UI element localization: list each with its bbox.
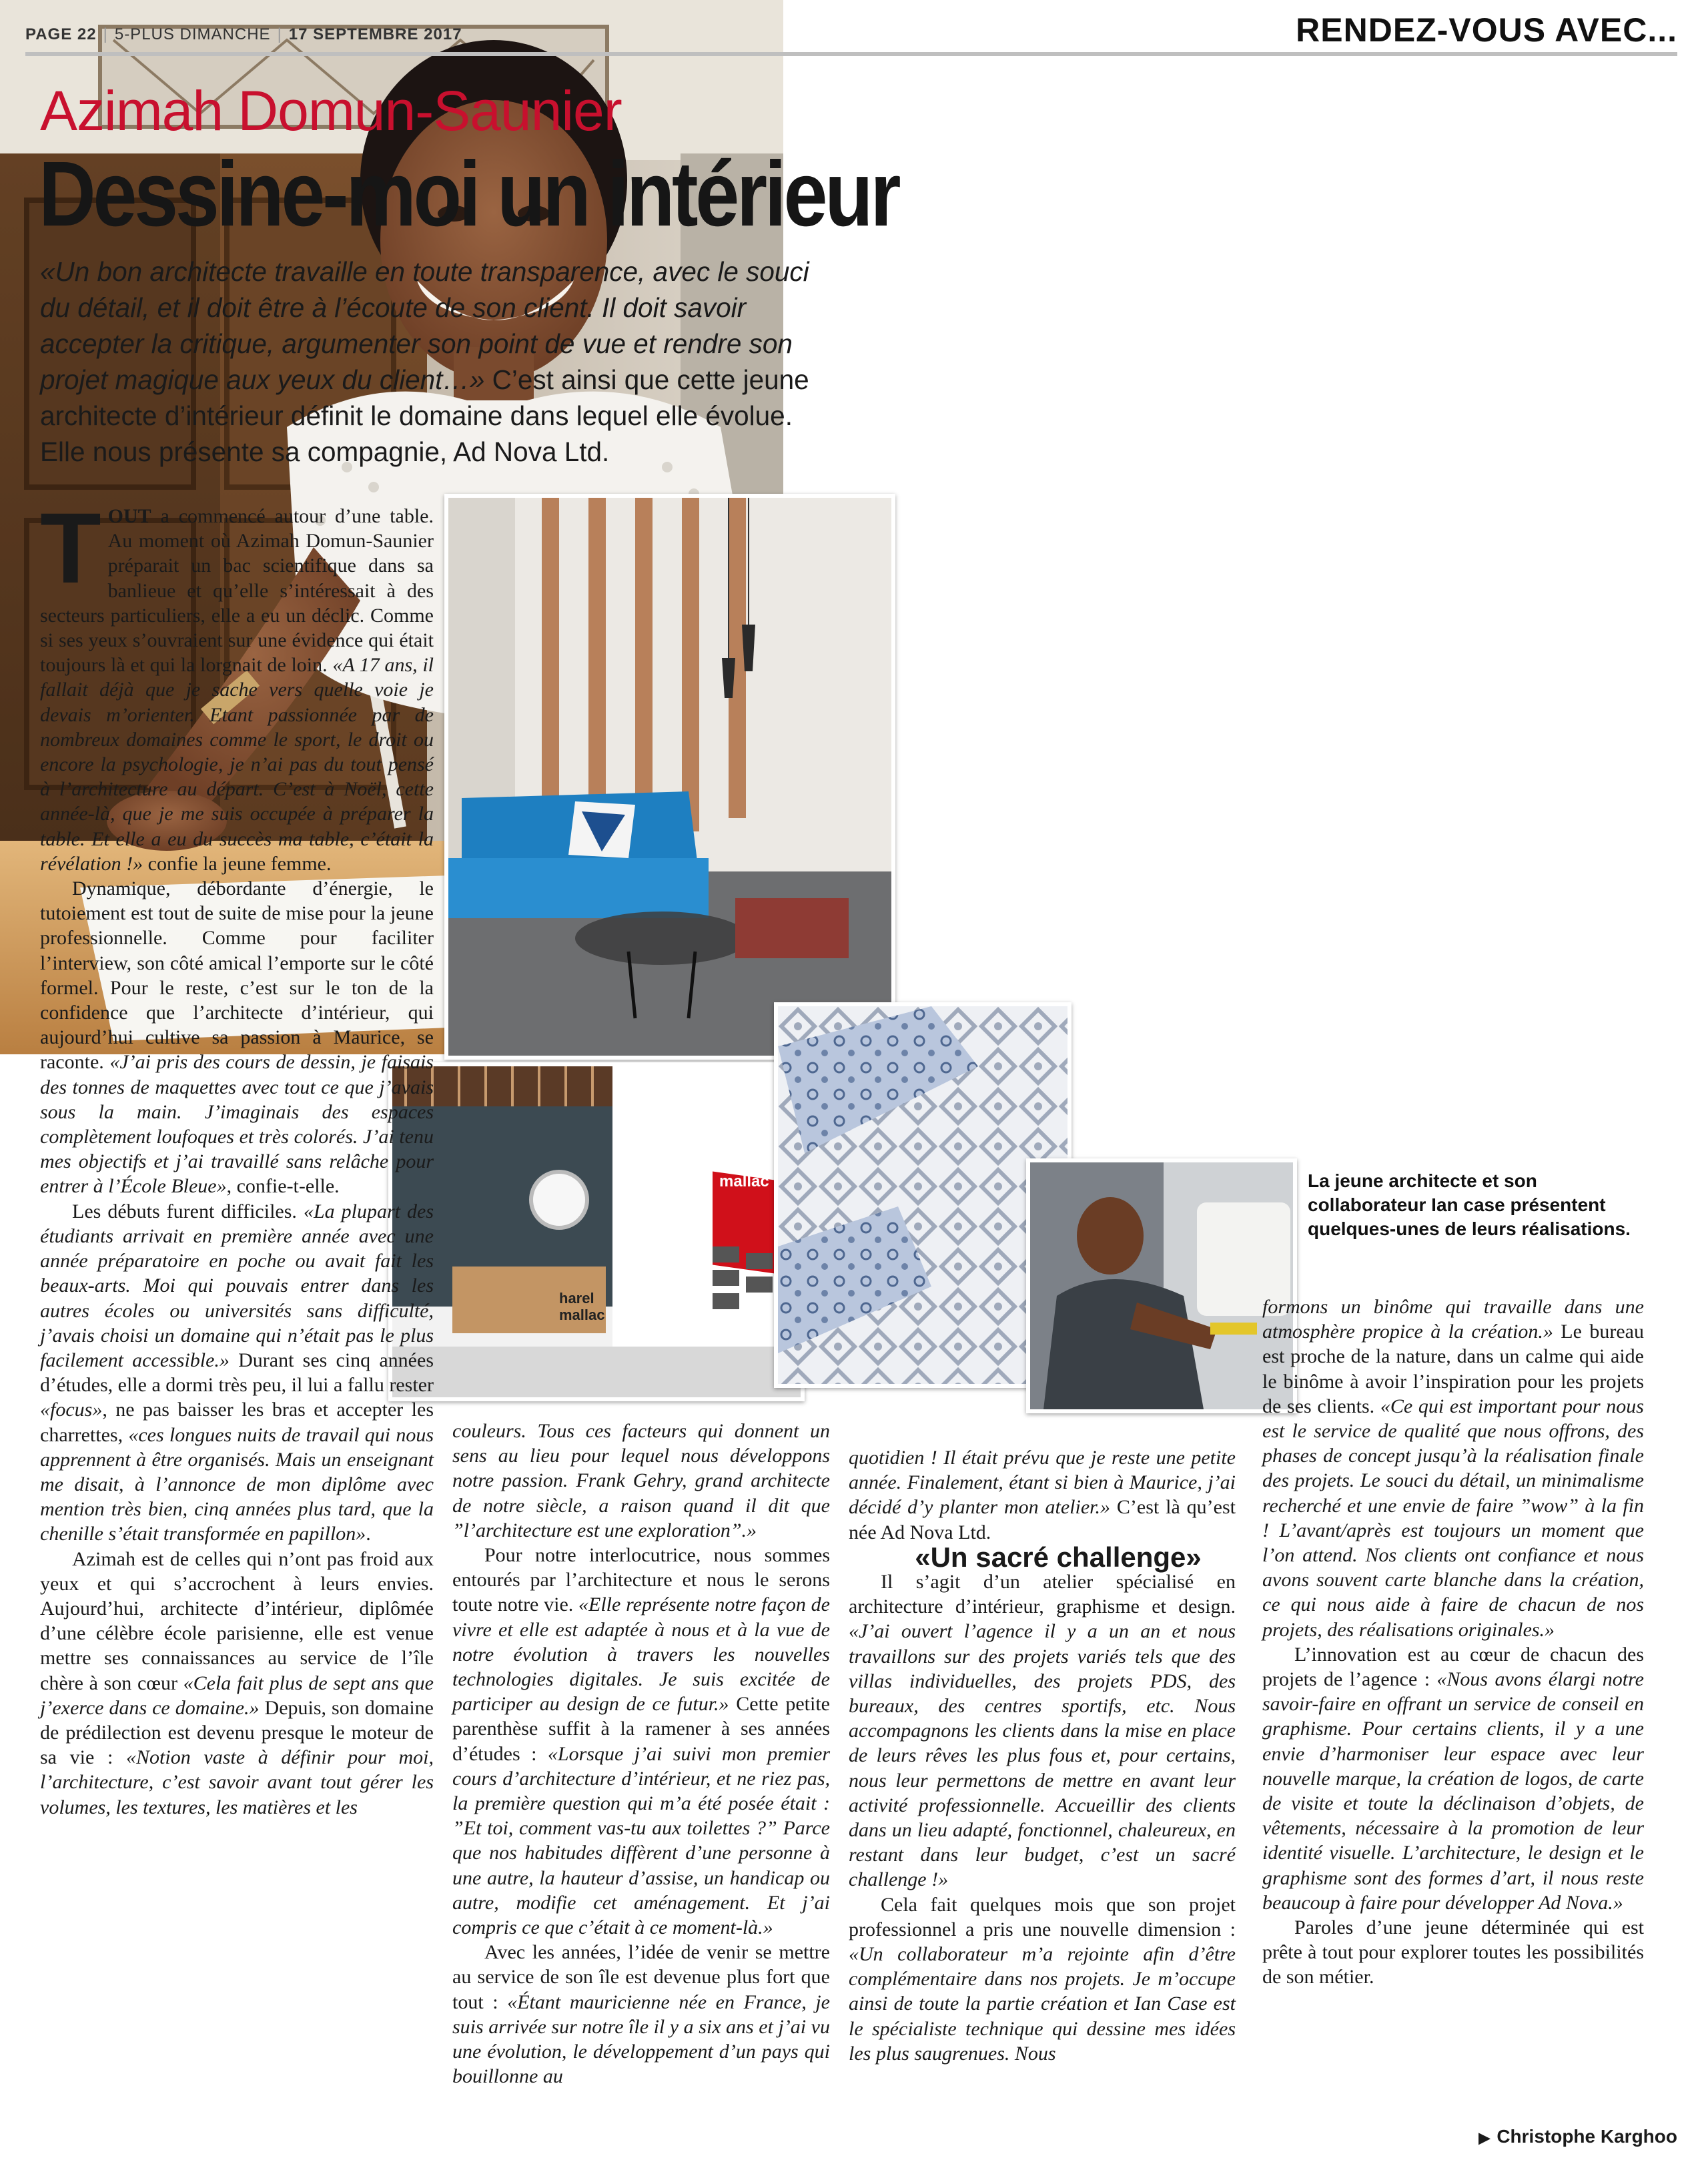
- reception-brand-top: harel: [559, 1290, 594, 1307]
- wall-brand-top: harel: [719, 1152, 758, 1170]
- photo-caption: La jeune architecte et son collaborateur Ian case présentent quelques-unes de leurs réalisations.: [1308, 1170, 1631, 1239]
- column-4: [1262, 1295, 1644, 1990]
- paragraph: Paroles d’une jeune déterminée qui est prête à tout pour explorer toutes les possibilités de son métier.: [1262, 1916, 1644, 1989]
- paragraph: formons un binôme qui travaille dans une atmosphère propice à la création.» Le bureau est proche de la nature, dans un calme qui aide le binôme à avoir l’inspiration pour les projets de ses clients. «Ce qui est important pour nous est le service de qualité que nous offrons, des phases de concept jusqu’à la réalisation finale des projets. Le souci du détail, un minimalisme recherché et une envie de faire ”wow” à la fin ! L’avant/après est toujours un moment que l’on attend. Nos clients ont confiance et nous avons souvent carte blanche dans la création, ce qui nous aide à faire de chacun de nos projets, des réalisations originales.»: [1262, 1296, 1644, 1641]
- reception-brand-bottom: mallac: [559, 1307, 605, 1323]
- section-title: RENDEZ-VOUS AVEC...: [1296, 11, 1677, 49]
- paragraph: Dynamique, débordante d’énergie, le tutoiement est tout de suite de mise pour la jeune professionnelle. Comme pour faciliter l’interview, son côté amical l’emporte sur le côté formel. Pour le reste, c’est sur le ton de la confidence que l’architecte d’intérieur, qui aujourd’hui cultive sa passion à Maurice, se raconte. «J’ai pris des cours de dessin, je faisais des tonnes de maquettes avec tout ce que j’avais sous la main. J’imaginais des espaces complètement loufoques et très colorés. J’ai tenu mes objectifs et j’ai travaillé sans relâche pour entrer à l’École Bleue», confie-t-elle.: [40, 877, 434, 1198]
- page-info: PAGE 22 | 5-PLUS DIMANCHE | 17 SEPTEMBRE 2017: [25, 25, 462, 43]
- headline: Dessine-moi un intérieur: [39, 143, 899, 246]
- paragraph: Cela fait quelques mois que son projet professionnel a pris une nouvelle dimension : «Un collaborateur m’a rejointe afin d’être complémentaire dans nos projets. Je m’occupe ainsi de toute la partie création et Ian Case est le spécialiste technique qui dessine mes idées les plus saugrenues. Nous: [849, 1893, 1236, 2065]
- publication-name: 5-PLUS DIMANCHE: [114, 25, 271, 43]
- subheading: «Un sacré challenge»: [915, 1541, 1202, 1573]
- standfirst: [40, 254, 827, 470]
- wall-brand-bottom: mallac: [719, 1172, 769, 1190]
- pattern-illustration: [778, 1006, 1068, 1384]
- byline: [1478, 2126, 1677, 2147]
- paragraph: TOUT a commencé autour d’une table. Au moment où Azimah Domun-Saunier préparait un bac scientifique dans sa banlieue et qu’elle s’intéressait à des secteurs particuliers, elle a eu un déclic. Comme si ses yeux s’ouvraient sur une évidence qui était toujours là et qui la lorgnait de loin. «A 17 ans, il fallait déjà que je sache vers quelle voie je devais m’orienter. Etant passionnée par de nombreux domaines comme le sport, le droit ou encore la psychologie, je n’ai pas du tout pensé à l’architecture au départ. C’est à Noël, cette année-là, que je me suis occupée à préparer la table. Et elle a eu du succès ma table, c’était la révélation !» confie la jeune femme.: [40, 492, 434, 875]
- page-number: PAGE 22: [25, 25, 97, 43]
- reception-illustration: [392, 1066, 801, 1397]
- author-name: Christophe Karghoo: [1497, 2126, 1677, 2147]
- paragraph: Pour notre interlocutrice, nous sommes entourés par l’architecture et nous le serons toute notre vie. «Elle représente notre façon de vivre et elle est adaptée à nous et à la vue de notre évolution à travers les nouvelles technologies digitales. Je suis excitée de participer au design de ce futur.» Cette petite parenthèse suffit à la ramener à ses années d’études : «Lorsque j’ai suivi mon premier cours d’architecture d’intérieur, et ne riez pas, la première question qui m’a été posée était : ”Et toi, comment vas-tu aux toilettes ?” Parce que nos habitudes diffèrent d’une personne à une autre, la hauteur d’assise, un handicap ou autre, modifie cet aménagement. Et j’ai compris ce que c’était à ce moment-là.»: [452, 1544, 831, 1939]
- interior-photo-reception: [388, 1062, 805, 1401]
- standfirst-text: C’est ainsi que cette jeune architecte d’intérieur définit le domaine dans lequel elle évolue. Elle nous présente sa compagnie, Ad Nova Ltd.: [40, 364, 809, 467]
- drop-cap: T: [40, 492, 101, 604]
- paragraph: Azimah est de celles qui n’ont pas froid aux yeux et qui s’accrochent à leurs envies. Aujourd’hui, architecte d’intérieur, diplômée d’une célèbre école parisienne, elle est venue mettre ses connaissances au service de l’île chère à son cœur «Cela fait plus de sept ans que j’exerce dans ce domaine.» Depuis, son domaine de prédilection est devenu presque le moteur de sa vie : «Notion vaste à définir pour moi, l’architecture, c’est savoir avant tout gérer les volumes, les textures, les matières et les: [40, 1547, 434, 1818]
- header-rule: [25, 52, 1677, 56]
- subject-name: Azimah Domun-Saunier: [40, 79, 622, 142]
- technician-illustration: [1030, 1162, 1293, 1409]
- paragraph: L’innovation est au cœur de chacun des projets de l’agence : «Nous avons élargi notre savoir-faire en offrant un service de conseil en graphisme. Pour certains clients, il y a une envie d’harmoniser leur espace avec leur nouvelle marque, la création de logos, de carte de visite et toute la déclinaison d’objets, de vêtements, nécessaire à la promotion de leur identité visuelle. L’architecture, le design et le graphisme sont des formes d’art, il nous reste beaucoup à faire pour développer Ad Nova.»: [1262, 1643, 1645, 1914]
- sofa-room-illustration: [448, 498, 891, 1056]
- column-1: [40, 492, 434, 1820]
- column-3: [849, 1445, 1236, 2066]
- column-2: [452, 1419, 830, 2089]
- paragraph: quotidien ! Il était prévu que je reste une petite année. Finalement, étant si bien à Maurice, j’ai décidé d’y planter mon atelier.» C’est là qu’est née Ad Nova Ltd.: [849, 1447, 1236, 1543]
- paragraph: Il s’agit d’un atelier spécialisé en architecture d’intérieur, graphisme et design. «J’ai ouvert l’agence il y a un an et nous travaillons sur des projets variés tels que des villas individuelles, des projets PDS, des bureaux, des centres sportifs, etc. Nous accompagnons les clients dans la mise en place de leurs rêves les plus fous et, pour certains, nous leur permettons de mettre en avant leur activité professionnelle. Accueillir des clients dans un lieu adapté, fonctionnel, chaleureux, en restant dans leur budget, c’est un sacré challenge !»: [849, 1571, 1236, 1891]
- issue-date: 17 SEPTEMBRE 2017: [288, 25, 462, 43]
- interior-photo-sofa: [444, 494, 895, 1060]
- paragraph: Avec les années, l’idée de venir se mettre au service de son île est devenue plus fort que tout : «Étant mauricienne née en France, je suis arrivée sur notre île il y a six ans et j’ai vu une évolution, le développement d’un pays qui bouillonne au: [452, 1941, 830, 2088]
- paragraph: couleurs. Tous ces facteurs qui donnent un sens au lieu pour lequel nous développons notre passion. Frank Gehry, grand architecte de notre siècle, a raison quand il dit que ”l’architecture est une exploration”.»: [452, 1420, 830, 1541]
- technician-photo: [1026, 1158, 1297, 1413]
- paragraph: Les débuts furent difficiles. «La plupart des étudiants arrivait en première année avec une année préparatoire en poche ou avait fait les beaux-arts. Moi qui pouvais entrer dans les autres écoles ou universités sans difficulté, j’avais choisi un domaine qui n’était pas le plus facilement accessible.» Durant ses cinq années d’études, elle a dormi très peu, il lui a fallu rester «focus», ne pas baisser les bras et accepter les charrettes, «ces longues nuits de travail qui nous apprennent à être organisés. Mais un enseignant me disait, à l’annonce de mon diplôme avec mention très bien, cinq années plus tard, que la chenille s’était transformée en papillon».: [40, 1200, 434, 1545]
- triangle-icon: ▶: [1478, 2129, 1490, 2146]
- standfirst-quote: «Un bon architecte travaille en toute transparence, avec le souci du détail, et il doit être à l’écoute de son client. Il doit savoir accepter la critique, argumenter son point de vue et rendre son projet magique aux yeux du client…»: [40, 256, 809, 395]
